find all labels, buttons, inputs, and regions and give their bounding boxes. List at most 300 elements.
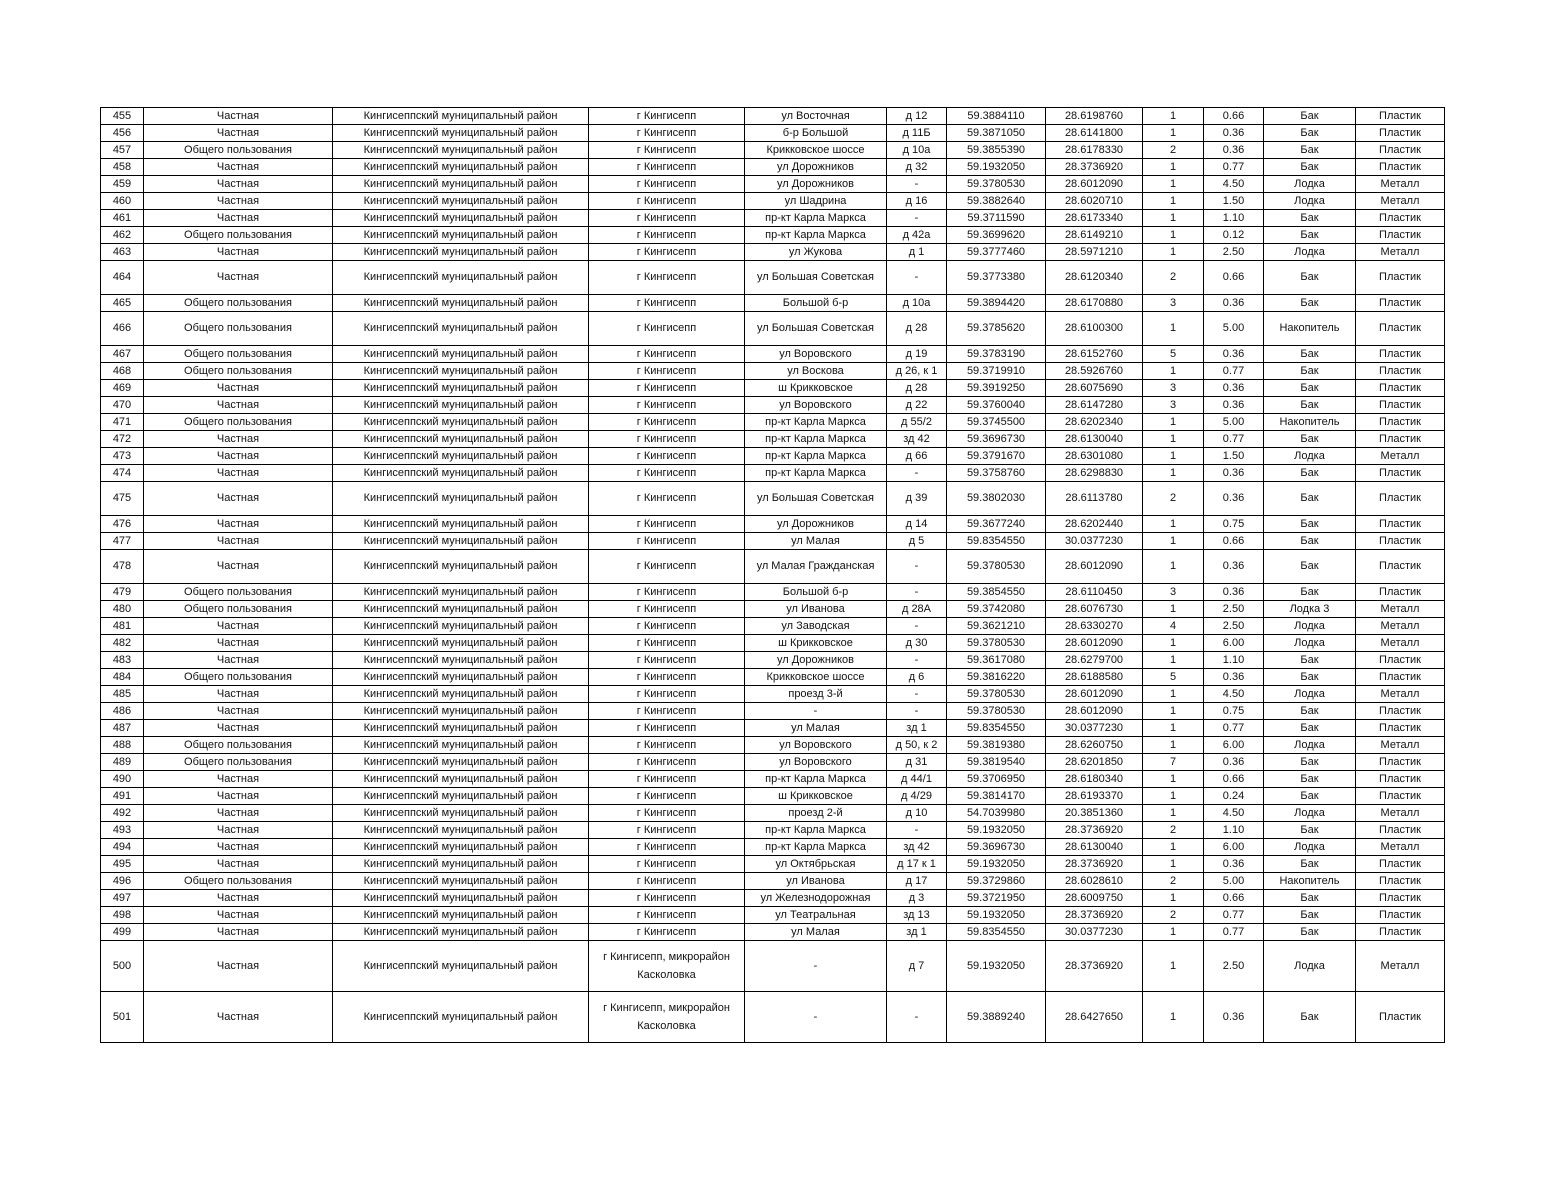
street-cell: ул Воровского <box>745 397 887 414</box>
longitude-cell: 28.6130040 <box>1046 839 1143 856</box>
municipal-district-cell: Кингисеппский муниципальный район <box>333 414 589 431</box>
ownership-type-cell: Частная <box>144 924 333 941</box>
settlement-cell: г Кингисепп <box>589 720 745 737</box>
table-row <box>101 686 1445 703</box>
row-number-cell: 483 <box>101 652 144 669</box>
container-count-cell: 1 <box>1143 312 1204 346</box>
municipal-district-cell: Кингисеппский муниципальный район <box>333 397 589 414</box>
container-volume-cell: 5.00 <box>1204 873 1264 890</box>
row-number-cell: 489 <box>101 754 144 771</box>
ownership-type-cell: Частная <box>144 108 333 125</box>
municipal-district-cell: Кингисеппский муниципальный район <box>333 261 589 295</box>
building-cell: д 16 <box>887 193 947 210</box>
container-material-cell: Пластик <box>1356 363 1445 380</box>
ownership-type-cell: Частная <box>144 805 333 822</box>
municipal-district-cell: Кингисеппский муниципальный район <box>333 125 589 142</box>
row-number-cell: 477 <box>101 533 144 550</box>
container-count-cell: 1 <box>1143 533 1204 550</box>
settlement-cell: г Кингисепп <box>589 873 745 890</box>
container-material-cell: Металл <box>1356 737 1445 754</box>
settlement-cell: г Кингисепп <box>589 822 745 839</box>
latitude-cell: 59.3785620 <box>947 312 1046 346</box>
municipal-district-cell: Кингисеппский муниципальный район <box>333 635 589 652</box>
street-cell: ул Большая Советская <box>745 261 887 295</box>
settlement-cell: г Кингисепп <box>589 754 745 771</box>
container-type-cell: Бак <box>1264 788 1356 805</box>
building-cell: д 11Б <box>887 125 947 142</box>
table-row <box>101 312 1445 346</box>
street-cell: ш Крикковское <box>745 380 887 397</box>
street-cell: пр-кт Карла Маркса <box>745 839 887 856</box>
ownership-type-cell: Частная <box>144 465 333 482</box>
ownership-type-cell: Частная <box>144 890 333 907</box>
container-volume-cell: 0.36 <box>1204 856 1264 873</box>
longitude-cell: 28.6180340 <box>1046 771 1143 788</box>
row-number-cell: 485 <box>101 686 144 703</box>
ownership-type-cell: Частная <box>144 822 333 839</box>
container-type-cell: Бак <box>1264 465 1356 482</box>
table-row <box>101 839 1445 856</box>
container-type-cell: Лодка <box>1264 941 1356 992</box>
settlement-cell: г Кингисепп <box>589 907 745 924</box>
ownership-type-cell: Частная <box>144 125 333 142</box>
table-row <box>101 635 1445 652</box>
street-cell: проезд 2-й <box>745 805 887 822</box>
table-row <box>101 363 1445 380</box>
container-type-cell: Лодка <box>1264 686 1356 703</box>
building-cell: - <box>887 618 947 635</box>
container-type-cell: Бак <box>1264 754 1356 771</box>
settlement-cell: г Кингисепп <box>589 771 745 788</box>
container-material-cell: Пластик <box>1356 890 1445 907</box>
ownership-type-cell: Общего пользования <box>144 363 333 380</box>
municipal-district-cell: Кингисеппский муниципальный район <box>333 584 589 601</box>
container-material-cell: Пластик <box>1356 414 1445 431</box>
latitude-cell: 59.1932050 <box>947 907 1046 924</box>
container-count-cell: 1 <box>1143 686 1204 703</box>
container-material-cell: Пластик <box>1356 346 1445 363</box>
street-cell: ул Большая Советская <box>745 312 887 346</box>
street-cell: проезд 3-й <box>745 686 887 703</box>
container-material-cell: Металл <box>1356 805 1445 822</box>
settlement-cell: г Кингисепп <box>589 380 745 397</box>
table-row <box>101 805 1445 822</box>
ownership-type-cell: Частная <box>144 210 333 227</box>
latitude-cell: 59.3696730 <box>947 839 1046 856</box>
container-type-cell: Бак <box>1264 992 1356 1043</box>
container-material-cell: Пластик <box>1356 771 1445 788</box>
row-number-cell: 465 <box>101 295 144 312</box>
ownership-type-cell: Частная <box>144 771 333 788</box>
longitude-cell: 28.6193370 <box>1046 788 1143 805</box>
row-number-cell: 488 <box>101 737 144 754</box>
settlement-cell: г Кингисепп <box>589 788 745 805</box>
container-count-cell: 1 <box>1143 635 1204 652</box>
table-row <box>101 992 1445 1043</box>
street-cell: пр-кт Карла Маркса <box>745 465 887 482</box>
longitude-cell: 28.6012090 <box>1046 686 1143 703</box>
longitude-cell: 28.3736920 <box>1046 856 1143 873</box>
municipal-district-cell: Кингисеппский муниципальный район <box>333 193 589 210</box>
ownership-type-cell: Частная <box>144 397 333 414</box>
container-volume-cell: 0.77 <box>1204 924 1264 941</box>
container-volume-cell: 4.50 <box>1204 176 1264 193</box>
latitude-cell: 59.3780530 <box>947 635 1046 652</box>
building-cell: д 39 <box>887 482 947 516</box>
table-row <box>101 108 1445 125</box>
building-cell: д 4/29 <box>887 788 947 805</box>
latitude-cell: 59.3802030 <box>947 482 1046 516</box>
latitude-cell: 54.7039980 <box>947 805 1046 822</box>
municipal-district-cell: Кингисеппский муниципальный район <box>333 924 589 941</box>
table-row <box>101 873 1445 890</box>
settlement-cell: г Кингисепп <box>589 431 745 448</box>
container-material-cell: Пластик <box>1356 584 1445 601</box>
building-cell: д 10а <box>887 142 947 159</box>
row-number-cell: 482 <box>101 635 144 652</box>
longitude-cell: 28.6201850 <box>1046 754 1143 771</box>
ownership-type-cell: Общего пользования <box>144 584 333 601</box>
container-type-cell: Лодка <box>1264 737 1356 754</box>
building-cell: - <box>887 822 947 839</box>
municipal-district-cell: Кингисеппский муниципальный район <box>333 669 589 686</box>
settlement-cell: г Кингисепп <box>589 635 745 652</box>
building-cell: зд 1 <box>887 720 947 737</box>
municipal-district-cell: Кингисеппский муниципальный район <box>333 346 589 363</box>
container-material-cell: Пластик <box>1356 142 1445 159</box>
container-volume-cell: 1.10 <box>1204 652 1264 669</box>
building-cell: - <box>887 703 947 720</box>
building-cell: д 17 <box>887 873 947 890</box>
latitude-cell: 59.3617080 <box>947 652 1046 669</box>
municipal-district-cell: Кингисеппский муниципальный район <box>333 771 589 788</box>
municipal-district-cell: Кингисеппский муниципальный район <box>333 720 589 737</box>
table-row <box>101 159 1445 176</box>
ownership-type-cell: Частная <box>144 992 333 1043</box>
latitude-cell: 59.3783190 <box>947 346 1046 363</box>
container-volume-cell: 2.50 <box>1204 601 1264 618</box>
longitude-cell: 28.6173340 <box>1046 210 1143 227</box>
longitude-cell: 30.0377230 <box>1046 924 1143 941</box>
row-number-cell: 480 <box>101 601 144 618</box>
row-number-cell: 497 <box>101 890 144 907</box>
container-material-cell: Пластик <box>1356 516 1445 533</box>
latitude-cell: 59.3819380 <box>947 737 1046 754</box>
building-cell: - <box>887 261 947 295</box>
row-number-cell: 496 <box>101 873 144 890</box>
street-cell: Крикковское шоссе <box>745 669 887 686</box>
street-cell: ул Дорожников <box>745 652 887 669</box>
row-number-cell: 500 <box>101 941 144 992</box>
container-material-cell: Металл <box>1356 941 1445 992</box>
container-material-cell: Пластик <box>1356 380 1445 397</box>
container-count-cell: 1 <box>1143 414 1204 431</box>
longitude-cell: 28.6260750 <box>1046 737 1143 754</box>
container-volume-cell: 2.50 <box>1204 941 1264 992</box>
latitude-cell: 59.3677240 <box>947 516 1046 533</box>
building-cell: д 17 к 1 <box>887 856 947 873</box>
longitude-cell: 28.6202340 <box>1046 414 1143 431</box>
latitude-cell: 59.3773380 <box>947 261 1046 295</box>
container-count-cell: 7 <box>1143 754 1204 771</box>
container-material-cell: Пластик <box>1356 754 1445 771</box>
container-volume-cell: 1.50 <box>1204 448 1264 465</box>
latitude-cell: 59.1932050 <box>947 941 1046 992</box>
street-cell: ул Малая <box>745 924 887 941</box>
municipal-district-cell: Кингисеппский муниципальный район <box>333 839 589 856</box>
table-row <box>101 754 1445 771</box>
municipal-district-cell: Кингисеппский муниципальный район <box>333 465 589 482</box>
latitude-cell: 59.3760040 <box>947 397 1046 414</box>
container-volume-cell: 0.77 <box>1204 720 1264 737</box>
ownership-type-cell: Частная <box>144 380 333 397</box>
building-cell: д 28А <box>887 601 947 618</box>
container-type-cell: Бак <box>1264 652 1356 669</box>
container-type-cell: Бак <box>1264 295 1356 312</box>
container-count-cell: 2 <box>1143 873 1204 890</box>
settlement-cell: г Кингисепп <box>589 584 745 601</box>
settlement-cell: г Кингисепп, микрорайон Касколовка <box>589 992 745 1043</box>
row-number-cell: 491 <box>101 788 144 805</box>
container-count-cell: 1 <box>1143 992 1204 1043</box>
container-count-cell: 1 <box>1143 771 1204 788</box>
settlement-cell: г Кингисепп <box>589 312 745 346</box>
container-volume-cell: 0.66 <box>1204 771 1264 788</box>
latitude-cell: 59.8354550 <box>947 924 1046 941</box>
container-volume-cell: 0.36 <box>1204 397 1264 414</box>
table-row <box>101 737 1445 754</box>
container-count-cell: 1 <box>1143 720 1204 737</box>
settlement-cell: г Кингисепп <box>589 805 745 822</box>
street-cell: Большой б-р <box>745 584 887 601</box>
table-row <box>101 193 1445 210</box>
building-cell: - <box>887 686 947 703</box>
table-row <box>101 856 1445 873</box>
longitude-cell: 28.6028610 <box>1046 873 1143 890</box>
street-cell: ул Иванова <box>745 873 887 890</box>
ownership-type-cell: Частная <box>144 261 333 295</box>
container-material-cell: Пластик <box>1356 397 1445 414</box>
container-count-cell: 1 <box>1143 431 1204 448</box>
container-material-cell: Пластик <box>1356 312 1445 346</box>
latitude-cell: 59.3696730 <box>947 431 1046 448</box>
container-volume-cell: 0.75 <box>1204 703 1264 720</box>
container-count-cell: 2 <box>1143 822 1204 839</box>
municipal-district-cell: Кингисеппский муниципальный район <box>333 176 589 193</box>
container-material-cell: Металл <box>1356 839 1445 856</box>
container-volume-cell: 2.50 <box>1204 244 1264 261</box>
ownership-type-cell: Частная <box>144 703 333 720</box>
settlement-cell: г Кингисепп <box>589 669 745 686</box>
building-cell: д 10а <box>887 295 947 312</box>
longitude-cell: 28.3736920 <box>1046 822 1143 839</box>
longitude-cell: 28.3736920 <box>1046 941 1143 992</box>
ownership-type-cell: Частная <box>144 533 333 550</box>
longitude-cell: 28.6301080 <box>1046 448 1143 465</box>
ownership-type-cell: Частная <box>144 907 333 924</box>
ownership-type-cell: Частная <box>144 856 333 873</box>
table-row <box>101 244 1445 261</box>
municipal-district-cell: Кингисеппский муниципальный район <box>333 907 589 924</box>
registry-sheet <box>100 107 1445 1043</box>
settlement-cell: г Кингисепп <box>589 890 745 907</box>
municipal-district-cell: Кингисеппский муниципальный район <box>333 431 589 448</box>
container-material-cell: Металл <box>1356 635 1445 652</box>
ownership-type-cell: Частная <box>144 618 333 635</box>
ownership-type-cell: Общего пользования <box>144 737 333 754</box>
ownership-type-cell: Частная <box>144 244 333 261</box>
latitude-cell: 59.3745500 <box>947 414 1046 431</box>
row-number-cell: 455 <box>101 108 144 125</box>
table-row <box>101 261 1445 295</box>
row-number-cell: 470 <box>101 397 144 414</box>
container-volume-cell: 0.75 <box>1204 516 1264 533</box>
container-type-cell: Бак <box>1264 890 1356 907</box>
container-type-cell: Бак <box>1264 261 1356 295</box>
ownership-type-cell: Общего пользования <box>144 669 333 686</box>
municipal-district-cell: Кингисеппский муниципальный район <box>333 686 589 703</box>
container-count-cell: 1 <box>1143 363 1204 380</box>
settlement-cell: г Кингисепп <box>589 856 745 873</box>
container-volume-cell: 6.00 <box>1204 839 1264 856</box>
street-cell: пр-кт Карла Маркса <box>745 210 887 227</box>
building-cell: д 32 <box>887 159 947 176</box>
ownership-type-cell: Общего пользования <box>144 295 333 312</box>
building-cell: д 7 <box>887 941 947 992</box>
municipal-district-cell: Кингисеппский муниципальный район <box>333 295 589 312</box>
street-cell: ш Крикковское <box>745 788 887 805</box>
municipal-district-cell: Кингисеппский муниципальный район <box>333 805 589 822</box>
street-cell: пр-кт Карла Маркса <box>745 414 887 431</box>
row-number-cell: 474 <box>101 465 144 482</box>
container-type-cell: Накопитель <box>1264 312 1356 346</box>
street-cell: пр-кт Карла Маркса <box>745 771 887 788</box>
municipal-district-cell: Кингисеппский муниципальный район <box>333 737 589 754</box>
row-number-cell: 481 <box>101 618 144 635</box>
row-number-cell: 492 <box>101 805 144 822</box>
municipal-district-cell: Кингисеппский муниципальный район <box>333 312 589 346</box>
table-row <box>101 482 1445 516</box>
row-number-cell: 498 <box>101 907 144 924</box>
latitude-cell: 59.3780530 <box>947 550 1046 584</box>
container-volume-cell: 0.36 <box>1204 550 1264 584</box>
container-type-cell: Бак <box>1264 771 1356 788</box>
street-cell: ул Железнодорожная <box>745 890 887 907</box>
container-type-cell: Бак <box>1264 125 1356 142</box>
table-row <box>101 941 1445 992</box>
table-row <box>101 788 1445 805</box>
table-row <box>101 414 1445 431</box>
waste-container-registry-table <box>100 107 1445 1043</box>
container-count-cell: 5 <box>1143 669 1204 686</box>
building-cell: д 42а <box>887 227 947 244</box>
container-count-cell: 3 <box>1143 380 1204 397</box>
longitude-cell: 28.6012090 <box>1046 176 1143 193</box>
container-volume-cell: 0.66 <box>1204 533 1264 550</box>
latitude-cell: 59.3819540 <box>947 754 1046 771</box>
longitude-cell: 28.6100300 <box>1046 312 1143 346</box>
row-number-cell: 490 <box>101 771 144 788</box>
container-volume-cell: 0.77 <box>1204 363 1264 380</box>
longitude-cell: 28.6170880 <box>1046 295 1143 312</box>
container-material-cell: Пластик <box>1356 533 1445 550</box>
table-row <box>101 397 1445 414</box>
municipal-district-cell: Кингисеппский муниципальный район <box>333 788 589 805</box>
latitude-cell: 59.3742080 <box>947 601 1046 618</box>
building-cell: - <box>887 652 947 669</box>
container-volume-cell: 0.36 <box>1204 346 1264 363</box>
street-cell: ул Иванова <box>745 601 887 618</box>
table-row <box>101 125 1445 142</box>
table-row <box>101 448 1445 465</box>
municipal-district-cell: Кингисеппский муниципальный район <box>333 533 589 550</box>
table-row <box>101 703 1445 720</box>
municipal-district-cell: Кингисеппский муниципальный район <box>333 618 589 635</box>
row-number-cell: 494 <box>101 839 144 856</box>
longitude-cell: 30.0377230 <box>1046 720 1143 737</box>
container-count-cell: 3 <box>1143 295 1204 312</box>
container-type-cell: Бак <box>1264 720 1356 737</box>
container-count-cell: 1 <box>1143 227 1204 244</box>
table-row <box>101 142 1445 159</box>
municipal-district-cell: Кингисеппский муниципальный район <box>333 210 589 227</box>
container-material-cell: Пластик <box>1356 482 1445 516</box>
street-cell: ул Малая <box>745 533 887 550</box>
container-material-cell: Металл <box>1356 686 1445 703</box>
container-count-cell: 1 <box>1143 601 1204 618</box>
settlement-cell: г Кингисепп <box>589 210 745 227</box>
longitude-cell: 28.6330270 <box>1046 618 1143 635</box>
street-cell: ул Малая Гражданская <box>745 550 887 584</box>
registry-body <box>101 108 1445 1043</box>
container-volume-cell: 0.36 <box>1204 992 1264 1043</box>
municipal-district-cell: Кингисеппский муниципальный район <box>333 822 589 839</box>
longitude-cell: 28.6012090 <box>1046 703 1143 720</box>
row-number-cell: 495 <box>101 856 144 873</box>
building-cell: д 28 <box>887 380 947 397</box>
container-volume-cell: 0.12 <box>1204 227 1264 244</box>
settlement-cell: г Кингисепп <box>589 839 745 856</box>
building-cell: - <box>887 584 947 601</box>
container-type-cell: Бак <box>1264 227 1356 244</box>
ownership-type-cell: Частная <box>144 176 333 193</box>
latitude-cell: 59.3854550 <box>947 584 1046 601</box>
ownership-type-cell: Общего пользования <box>144 601 333 618</box>
settlement-cell: г Кингисепп <box>589 125 745 142</box>
container-count-cell: 3 <box>1143 584 1204 601</box>
container-count-cell: 1 <box>1143 448 1204 465</box>
ownership-type-cell: Частная <box>144 193 333 210</box>
longitude-cell: 28.6188580 <box>1046 669 1143 686</box>
container-type-cell: Бак <box>1264 397 1356 414</box>
container-volume-cell: 4.50 <box>1204 686 1264 703</box>
longitude-cell: 28.6130040 <box>1046 431 1143 448</box>
street-cell: ул Театральная <box>745 907 887 924</box>
building-cell: д 22 <box>887 397 947 414</box>
street-cell: ул Воровского <box>745 754 887 771</box>
building-cell: д 26, к 1 <box>887 363 947 380</box>
container-volume-cell: 0.66 <box>1204 890 1264 907</box>
container-material-cell: Пластик <box>1356 295 1445 312</box>
ownership-type-cell: Частная <box>144 941 333 992</box>
street-cell: ул Воровского <box>745 346 887 363</box>
container-count-cell: 1 <box>1143 159 1204 176</box>
container-volume-cell: 2.50 <box>1204 618 1264 635</box>
container-count-cell: 1 <box>1143 193 1204 210</box>
settlement-cell: г Кингисепп <box>589 414 745 431</box>
container-material-cell: Металл <box>1356 618 1445 635</box>
container-type-cell: Бак <box>1264 516 1356 533</box>
